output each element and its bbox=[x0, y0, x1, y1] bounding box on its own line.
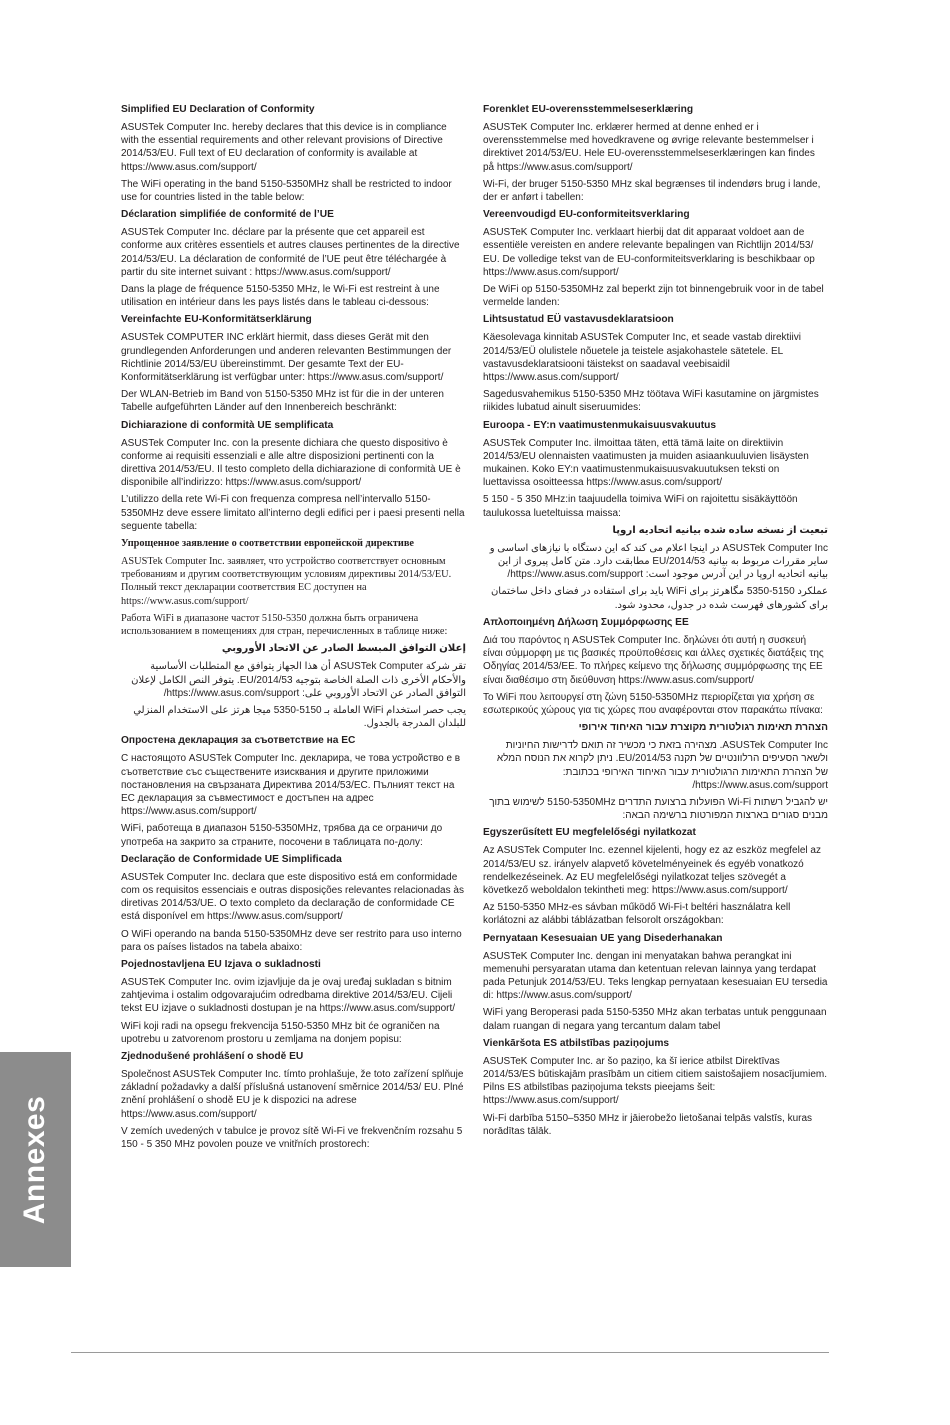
section-paragraph: تقر شركة ASUSTek Computer أن هذا الجهاز يتوافق مع المتطلبات الأساسية والأحكام الأخرى ذات الصلة الخاصة بتوجيه 2014/53/EU. يتوفر النص الكامل لإعلان التوافق الصادر عن الاتحاد الأوروبي على: https://www.asus.com/support/ bbox=[131, 661, 466, 699]
section-title: Déclaration simplifiée de conformité de l’UE bbox=[121, 209, 334, 221]
section-paragraph: O WiFi operando na banda 5150-5350MHz deve ser restrito para uso interno para os países listados na tabela abaixo: bbox=[121, 928, 462, 953]
annexes-side-tab-label: Annexes bbox=[18, 1095, 51, 1225]
annexes-side-tab bbox=[0, 1052, 71, 1267]
section-title: Euroopa - EY:n vaatimustenmukaisuusvakuutus bbox=[483, 419, 717, 431]
section-paragraph: ASUSTek Computer Inc در اینجا اعلام می کند که این دستگاه با نیازهای اساسی و سایر مقررات مربوط به بیانیه 2014/53/EU مطابقت دارد. متن کامل پیروی از این بیانیه اتحادیه اروپا در این آدرس موجود است: https://www.asus.com/support/ bbox=[489, 542, 828, 581]
section-hu bbox=[483, 826, 828, 927]
section-ru bbox=[121, 537, 466, 638]
section-paragraph: Wi-Fi, der bruger 5150-5350 MHz skal begrænses til indendørs brug i lande, der er anført i tabellen: bbox=[483, 178, 821, 204]
section-paragraph: WiFi, работеща в диапазон 5150-5350MHz, трябва да се ограничи до употреба на закрито за страните, посочени в таблицата по-долу: bbox=[121, 823, 443, 848]
section-paragraph: ASUSTek Computer Inc. hereby declares that this device is in compliance with the essential requirements and other relevant provisions of Directive 2014/53/EU. Full text of EU declaration of conformity is available at https://www.asus.com/support/ bbox=[121, 122, 447, 173]
section-title: Declaração de Conformidade UE Simplificada bbox=[121, 853, 342, 865]
section-paragraph: ASUSTek Computer Inc. declara que este dispositivo está em conformidade com os requisitos essenciais e outras disposições relevantes relacionadas às diretivas 2014/53/UE. O texto completo da declaração de conformidade CE está disponível em https://www.asus.com/support/ bbox=[121, 871, 464, 923]
section-en bbox=[121, 103, 466, 204]
section-lv bbox=[483, 1037, 828, 1138]
section-title: Dichiarazione di conformità UE semplificata bbox=[121, 419, 334, 431]
section-paragraph: ASUSTeK Computer Inc. dengan ini menyatakan bahwa perangkat ini memenuhi persyaratan utama dan ketentuan relevan lainnya yang terdapat pada Petunjuk 2014/53/EU. Teks lengkap pernyataan kesesuaian EU tersedia di: https://www.asus.com/support/ bbox=[483, 950, 828, 1002]
section-fi bbox=[483, 419, 828, 520]
section-ar bbox=[121, 642, 466, 730]
section-paragraph: عملکرد 5150-5350 مگاهرتز برای WiFi باید برای استفاده در فضای داخل ساختمان برای کشورهای فهرست شده در جدول، محدود شود. bbox=[490, 586, 828, 611]
section-et bbox=[483, 313, 828, 414]
section-de bbox=[121, 313, 466, 414]
section-paragraph: ASUSTek Computer Inc. con la presente dichiara che questo dispositivo è conforme ai requisiti essenziali e alle altre disposizioni pertinenti con la direttiva 2014/53/EU. Il testo completo della dichiarazione di conformità UE è disponibile all’indirizzo: https://www.asus.com/support/ bbox=[121, 437, 461, 489]
section-title: Vereenvoudigd EU-conformiteitsverklaring bbox=[483, 209, 690, 221]
section-it bbox=[121, 419, 466, 533]
section-paragraph: ASUSTeK Computer Inc. erklærer hermed at denne enhed er i overensstemmelse med hovedkravene og øvrige relevante bestemmelser i direktivet 2014/53/EU. Hele EU-overensstemmelseserklæringen kan findes på https://www.asus.com/support/ bbox=[483, 122, 815, 173]
section-paragraph: V zemích uvedených v tabulce je provoz sítě Wi-Fi ve frekvenčním rozsahu 5 150 - 5 350 MHz povolen pouze ve vnitřních prostorech: bbox=[121, 1125, 463, 1150]
section-paragraph: ASUSTek COMPUTER INC erklärt hiermit, dass dieses Gerät mit den grundlegenden Anforderungen und anderen relevanten Bestimmungen der Richtlinie 2014/53/EU übereinstimmt. Der gesamte Text der EU-Konformitätserklärung ist verfügbar unter: https://www.asus.com/support/ bbox=[121, 332, 452, 384]
section-paragraph: ASUSTek Computer Inc. מצהירה בזאת כי מכשיר זה תואם לדרישות החיוניות ולשאר הסעיפים הרלוונטיים של תקנה 2014/53/EU. ניתן לקרוא את הנוסח המלא של הצהרת התאימות הרגולטורית עבור האיחוד האירופי בכתובת: https://www.asus.com/support/ bbox=[496, 740, 828, 791]
left-column bbox=[121, 103, 466, 1155]
section-paragraph: Wi-Fi darbība 5150–5350 MHz ir jāierobežo lietošanai telpās valstīs, kuras norādītas tālāk. bbox=[483, 1112, 813, 1137]
footer-divider bbox=[71, 1352, 829, 1353]
section-paragraph: يجب حصر استخدام WiFi العاملة بـ 5150-5350 ميجا هرتز على الاستخدام المنزلي للبلدان المدرجة بالجدول. bbox=[133, 704, 466, 730]
section-el bbox=[483, 616, 828, 717]
section-paragraph: Sagedusvahemikus 5150-5350 MHz töötava WiFi kasutamine on järgmistes riikides lubatud ainult siseruumides: bbox=[483, 389, 819, 414]
section-paragraph: 5 150 - 5 350 MHz:in taajuudella toimiva WiFi on rajoitettu sisäkäyttöön taulukossa lueteltuissa maissa: bbox=[483, 494, 798, 519]
section-fr bbox=[121, 208, 466, 309]
section-title: Упрощенное заявление о соответствии европейской директиве bbox=[121, 538, 414, 550]
section-paragraph: Az ASUSTek Computer Inc. ezennel kijelenti, hogy ez az eszköz megfelel az 2014/53/EU sz. irányelv alapvető követelményeinek és egyéb vonatkozó rendelkezéseinek. Az EU megfelelőségi nyilatkozat teljes szövegét a következő weboldalon tekintheti meg: https://www.asus.com/support/ bbox=[483, 845, 821, 896]
section-paragraph: יש להגביל רשתות Wi-Fi הפועלות ברצועת התדרים 5150-5350MHz לשימוש בתוך מבנים סגורים בארצות המפורטות ברשימה הבאה: bbox=[489, 796, 828, 822]
section-paragraph: ASUSTek Computer Inc. ilmoittaa täten, että tämä laite on direktiivin 2014/53/EU olennaisten vaatimusten ja muiden asiaankuuluvien lisäysten mukainen. Koko EY:n vaatimustenmukaisuusvakuutuksen teksti on luettavissa osoitteessa https://www.asus.com/support/ bbox=[483, 437, 809, 489]
section-paragraph: Работа WiFi в диапазоне частот 5150-5350 должна быть ограничена использованием в помещениях для стран, перечисленных в таблице ниже: bbox=[121, 612, 448, 638]
section-paragraph: Käesolevaga kinnitab ASUSTek Computer Inc, et seade vastab direktiivi 2014/53/EÜ olulistele nõuetele ja teistele asjakohastele sätetele. EL vastavusdeklaratsiooni täistekst on saadaval veebisaidil https://www.asus.com/support/ bbox=[483, 332, 801, 384]
section-title: Simplified EU Declaration of Conformity bbox=[121, 104, 315, 115]
section-nl bbox=[483, 208, 828, 309]
section-id bbox=[483, 932, 828, 1033]
section-title: Опростена декларация за съответствие на ЕС bbox=[121, 735, 356, 747]
section-paragraph: Το WiFi που λειτουργεί στη ζώνη 5150-5350MHz περιορίζεται για χρήση σε εσωτερικούς χώρους για τις χώρες που αναφέρονται στον παρακάτω πίνακα: bbox=[483, 691, 823, 716]
section-paragraph: L’utilizzo della rete Wi-Fi con frequenza compresa nell’intervallo 5150-5350MHz deve essere limitato all’interno degli edifici per i paesi presenti nella seguente tabella: bbox=[121, 494, 465, 532]
section-paragraph: ASUSTeK Computer Inc. ar šo paziņo, ka šī ierice atbilst Direktīvas 2014/53/ES būtiskajām prasībām un citiem citiem saistošajiem nosacījumiem. Pilns ES atbilstības paziņojuma teksts pieejams šeit: https://www.asus.com/support/ bbox=[483, 1055, 828, 1107]
section-title: تبعیت از نسخه ساده شده بیانیه اتحادیه اروپا bbox=[612, 524, 828, 536]
section-hr bbox=[121, 958, 466, 1046]
section-paragraph: С настоящото ASUSTek Computer Inc. декларира, че това устройство е в съответствие със съществените изисквания и другите приложими постановления на свързаната Директива 2014/53/ЕС. Пълният текст на ЕС декларация за съвместимост е достъпен на адрес https://www.asus.com/support/ bbox=[121, 753, 461, 818]
section-title: إعلان التوافق المبسط الصادر عن الاتحاد الأوروبي bbox=[221, 643, 466, 655]
section-cs bbox=[121, 1050, 466, 1151]
section-title: Απλοποιημένη Δήλωση Συμμόρφωσης ΕΕ bbox=[483, 616, 689, 628]
section-title: Forenklet EU-overensstemmelseserklæring bbox=[483, 104, 694, 115]
section-bg bbox=[121, 734, 466, 848]
section-da bbox=[483, 103, 828, 204]
section-paragraph: Společnost ASUSTek Computer Inc. tímto prohlašuje, že toto zařízení splňuje základní požadavky a další příslušná ustanovení směrnice 2014/53/ EU. Plné znění prohlášení o shodě EU je k dispozici na adrese https://www.asus.com/support/ bbox=[121, 1068, 464, 1120]
section-title: Egyszerűsített EU megfelelőségi nyilatkozat bbox=[483, 827, 696, 839]
section-title: Pojednostavljena EU Izjava o sukladnosti bbox=[121, 958, 321, 970]
section-paragraph: WiFi yang Beroperasi pada 5150-5350 MHz akan terbatas untuk penggunaan dalam ruangan di negara yang tercantum dalam tabel bbox=[483, 1007, 827, 1032]
section-title: הצהרת תאימות רגולטורית מקוצרת עבור האיחוד אירופי bbox=[578, 722, 828, 734]
section-paragraph: The WiFi operating in the band 5150-5350MHz shall be restricted to indoor use for countries listed in the table below: bbox=[121, 178, 452, 204]
section-title: Pernyataan Kesesuaian UE yang Disederhanakan bbox=[483, 932, 723, 944]
section-paragraph: Der WLAN-Betrieb im Band von 5150-5350 MHz ist für die in der unteren Tabelle aufgeführten Länder auf den Innenbereich beschränkt: bbox=[121, 389, 444, 414]
section-paragraph: Διά του παρόντος η ASUSTek Computer Inc. δηλώνει ότι αυτή η συσκευή είναι σύμμορφη με τις βασικές προϋποθέσεις και άλλες σχετικές διατάξεις της Οδηγίας 2014/53/ΕΕ. Το πλήρες κείμενο της δήλωσης συμμόρφωσης της ΕΕ είναι διαθέσιμο στη διεύθυνση https://www.asus.com/support/ bbox=[483, 634, 824, 686]
section-he bbox=[483, 721, 828, 822]
section-paragraph: WiFi koji radi na opsegu frekvencija 5150-5350 MHz bit će ograničen na upotrebu u zatvorenom prostoru u zemljama na donjem popisu: bbox=[121, 1020, 440, 1045]
section-fa bbox=[483, 524, 828, 612]
section-paragraph: Az 5150-5350 MHz-es sávban működő Wi-Fi-t beltéri használatra kell korlátozni az alábbi táblázatban felsorolt országokban: bbox=[483, 902, 791, 927]
section-title: Vienkāršota ES atbilstības paziņojums bbox=[483, 1037, 670, 1049]
right-column bbox=[483, 103, 828, 1142]
section-paragraph: ASUSTek Computer Inc. déclare par la présente que cet appareil est conforme aux critères essentiels et autres clauses pertinentes de la directive 2014/53/EU. La déclaration de conformité de l’UE peut être téléchargée à partir du site internet suivant : https://www.asus.com/support/ bbox=[121, 227, 460, 278]
section-paragraph: De WiFi op 5150-5350MHz zal beperkt zijn tot binnengebruik voor in de tabel vermelde landen: bbox=[483, 284, 824, 309]
section-paragraph: Dans la plage de fréquence 5150-5350 MHz, le Wi-Fi est restreint à une utilisation en intérieur dans les pays listés dans le tableau ci-dessous: bbox=[121, 284, 440, 309]
section-title: Lihtsustatud EÜ vastavusdeklaratsioon bbox=[483, 314, 674, 326]
section-paragraph: ASUSTeK Computer Inc. ovim izjavljuje da je ovaj uređaj sukladan s bitnim zahtjevima i ostalim odgovarajućim odredbama direktive 2014/53/EU. Cijeli tekst EU izjave o sukladnosti dostupan je na https://www.asus.com/support/ bbox=[121, 976, 456, 1015]
section-paragraph: ASUSTeK Computer Inc. verklaart hierbij dat dit apparaat voldoet aan de essentiële vereisten en andere relevante bepalingen van Richtlijn 2014/53/ EU. De volledige tekst van de EU-conformiteitsverklaring is beschikbaar op https://www.asus.com/support/ bbox=[483, 227, 815, 278]
section-paragraph: ASUSTek Computer Inc. заявляет, что устройство соответствует основным требованиям и другим соответствующим условиям директивы 2014/53/EU. Полный текст декларации соответствия ЕС доступен на https://www.asus.com/support/ bbox=[121, 556, 452, 607]
section-pt bbox=[121, 853, 466, 954]
section-title: Vereinfachte EU-Konformitätserklärung bbox=[121, 314, 312, 326]
section-title: Zjednodušené prohlášení o shodě EU bbox=[121, 1050, 304, 1062]
